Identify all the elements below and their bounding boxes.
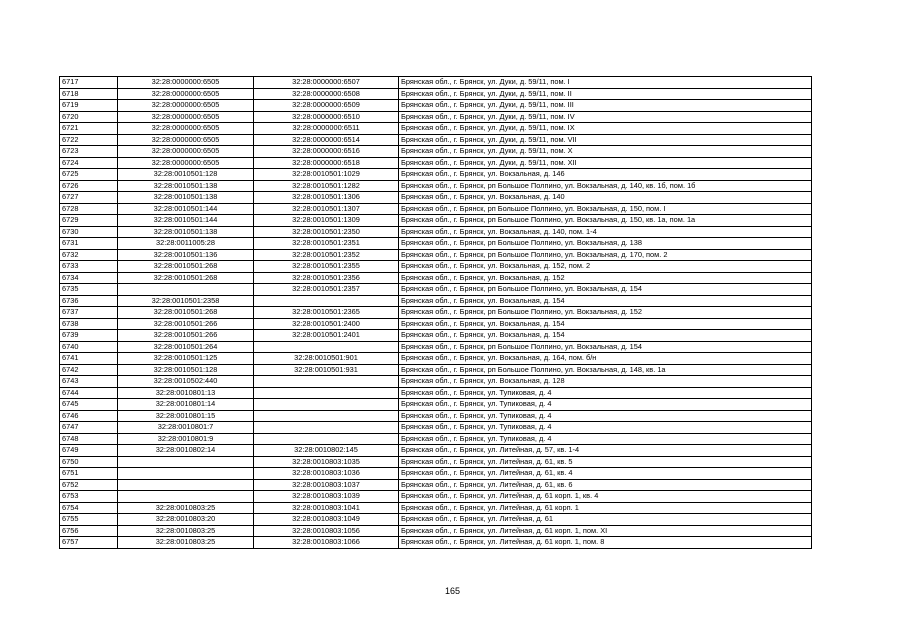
table-row xyxy=(60,180,812,192)
row-number-cell: 6746 xyxy=(60,410,118,422)
address-cell: Брянская обл., г. Брянск, ул. Тупиковая, д. 4 xyxy=(399,399,812,411)
cadastral-number-cell: 32:28:0010501:2357 xyxy=(254,284,399,296)
address-cell: Брянская обл., г. Брянск, ул. Вокзальная, д. 164, пом. б/н xyxy=(399,353,812,365)
table-row xyxy=(60,537,812,549)
parent-cadastral-number-cell: 32:28:0010801:15 xyxy=(118,410,254,422)
row-number-cell: 6735 xyxy=(60,284,118,296)
cadastral-number-cell: 32:28:0010803:1066 xyxy=(254,537,399,549)
row-number-cell: 6742 xyxy=(60,364,118,376)
row-number-cell: 6738 xyxy=(60,318,118,330)
row-number-cell: 6724 xyxy=(60,157,118,169)
cadastral-number-cell xyxy=(254,399,399,411)
address-cell: Брянская обл., г. Брянск, рп Большое Полпино, ул. Вокзальная, д. 138 xyxy=(399,238,812,250)
row-number-cell: 6733 xyxy=(60,261,118,273)
row-number-cell: 6726 xyxy=(60,180,118,192)
address-cell: Брянская обл., г. Брянск, рп Большое Полпино, ул. Вокзальная, д. 140, кв. 1б, пом. 1б xyxy=(399,180,812,192)
table-row xyxy=(60,284,812,296)
row-number-cell: 6740 xyxy=(60,341,118,353)
parent-cadastral-number-cell xyxy=(118,468,254,480)
table-row xyxy=(60,203,812,215)
table-row xyxy=(60,318,812,330)
cadastral-number-cell: 32:28:0010501:1307 xyxy=(254,203,399,215)
row-number-cell: 6753 xyxy=(60,491,118,503)
parent-cadastral-number-cell: 32:28:0010803:25 xyxy=(118,525,254,537)
row-number-cell: 6743 xyxy=(60,376,118,388)
table-row xyxy=(60,307,812,319)
cadastral-number-cell xyxy=(254,376,399,388)
parent-cadastral-number-cell: 32:28:0010501:125 xyxy=(118,353,254,365)
cadastral-number-cell xyxy=(254,341,399,353)
cadastral-number-cell: 32:28:0010501:2401 xyxy=(254,330,399,342)
row-number-cell: 6741 xyxy=(60,353,118,365)
parent-cadastral-number-cell: 32:28:0010501:144 xyxy=(118,203,254,215)
address-cell: Брянская обл., г. Брянск, ул. Тупиковая, д. 4 xyxy=(399,410,812,422)
cadastral-number-cell: 32:28:0010501:2400 xyxy=(254,318,399,330)
parent-cadastral-number-cell xyxy=(118,479,254,491)
address-cell: Брянская обл., г. Брянск, ул. Дуки, д. 59/11, пом. IX xyxy=(399,123,812,135)
table-row xyxy=(60,376,812,388)
cadastral-number-cell xyxy=(254,422,399,434)
row-number-cell: 6721 xyxy=(60,123,118,135)
cadastral-number-cell: 32:28:0010803:1035 xyxy=(254,456,399,468)
address-cell: Брянская обл., г. Брянск, ул. Литейная, д. 61, кв. 5 xyxy=(399,456,812,468)
row-number-cell: 6720 xyxy=(60,111,118,123)
row-number-cell: 6730 xyxy=(60,226,118,238)
page-number: 165 xyxy=(444,586,461,596)
cadastral-number-cell: 32:28:0000000:6518 xyxy=(254,157,399,169)
parent-cadastral-number-cell: 32:28:0010801:14 xyxy=(118,399,254,411)
cadastral-number-cell: 32:28:0000000:6516 xyxy=(254,146,399,158)
cadastral-number-cell: 32:28:0000000:6514 xyxy=(254,134,399,146)
table-row xyxy=(60,433,812,445)
row-number-cell: 6719 xyxy=(60,100,118,112)
row-number-cell: 6723 xyxy=(60,146,118,158)
cadastral-number-cell xyxy=(254,295,399,307)
cadastral-number-cell: 32:28:0010501:2351 xyxy=(254,238,399,250)
cadastral-number-cell: 32:28:0010501:2365 xyxy=(254,307,399,319)
table-row xyxy=(60,88,812,100)
address-cell: Брянская обл., г. Брянск, ул. Вокзальная, д. 140, пом. 1-4 xyxy=(399,226,812,238)
row-number-cell: 6745 xyxy=(60,399,118,411)
address-cell: Брянская обл., г. Брянск, ул. Тупиковая, д. 4 xyxy=(399,387,812,399)
table-row xyxy=(60,479,812,491)
parent-cadastral-number-cell: 32:28:0010501:136 xyxy=(118,249,254,261)
address-cell: Брянская обл., г. Брянск, ул. Дуки, д. 59/11, пом. VII xyxy=(399,134,812,146)
table-row xyxy=(60,261,812,273)
row-number-cell: 6751 xyxy=(60,468,118,480)
address-cell: Брянская обл., г. Брянск, ул. Литейная, д. 61 корп. 1, пом. XI xyxy=(399,525,812,537)
parent-cadastral-number-cell: 32:28:0000000:6505 xyxy=(118,111,254,123)
table-row xyxy=(60,353,812,365)
cadastral-number-cell: 32:28:0010501:1309 xyxy=(254,215,399,227)
parent-cadastral-number-cell: 32:28:0010803:20 xyxy=(118,514,254,526)
parent-cadastral-number-cell: 32:28:0000000:6505 xyxy=(118,134,254,146)
parent-cadastral-number-cell: 32:28:0000000:6505 xyxy=(118,100,254,112)
table-row xyxy=(60,238,812,250)
parent-cadastral-number-cell: 32:28:0010501:138 xyxy=(118,180,254,192)
parent-cadastral-number-cell: 32:28:0010801:9 xyxy=(118,433,254,445)
table-row xyxy=(60,215,812,227)
table-row xyxy=(60,111,812,123)
cadastral-number-cell: 32:28:0010501:901 xyxy=(254,353,399,365)
parent-cadastral-number-cell: 32:28:0010501:128 xyxy=(118,169,254,181)
address-cell: Брянская обл., г. Брянск, ул. Литейная, д. 61 xyxy=(399,514,812,526)
table-row xyxy=(60,226,812,238)
address-cell: Брянская обл., г. Брянск, ул. Вокзальная, д. 154 xyxy=(399,295,812,307)
table-row xyxy=(60,445,812,457)
row-number-cell: 6737 xyxy=(60,307,118,319)
parent-cadastral-number-cell: 32:28:0010501:2358 xyxy=(118,295,254,307)
table-row xyxy=(60,77,812,89)
cadastral-number-cell: 32:28:0000000:6508 xyxy=(254,88,399,100)
parent-cadastral-number-cell: 32:28:0000000:6505 xyxy=(118,77,254,89)
address-cell: Брянская обл., г. Брянск, ул. Литейная, д. 61 корп. 1, кв. 4 xyxy=(399,491,812,503)
table-row xyxy=(60,491,812,503)
cadastral-number-cell: 32:28:0010501:1282 xyxy=(254,180,399,192)
row-number-cell: 6752 xyxy=(60,479,118,491)
table-row xyxy=(60,100,812,112)
cadastral-number-cell xyxy=(254,410,399,422)
parent-cadastral-number-cell: 32:28:0010803:25 xyxy=(118,502,254,514)
table-row xyxy=(60,123,812,135)
parent-cadastral-number-cell: 32:28:0010501:266 xyxy=(118,318,254,330)
address-cell: Брянская обл., г. Брянск, рп Большое Полпино, ул. Вокзальная, д. 150, пом. I xyxy=(399,203,812,215)
table-row xyxy=(60,341,812,353)
row-number-cell: 6749 xyxy=(60,445,118,457)
parent-cadastral-number-cell: 32:28:0010501:268 xyxy=(118,307,254,319)
cadastral-number-cell: 32:28:0010803:1037 xyxy=(254,479,399,491)
parent-cadastral-number-cell: 32:28:0010501:264 xyxy=(118,341,254,353)
address-cell: Брянская обл., г. Брянск, ул. Вокзальная, д. 152 xyxy=(399,272,812,284)
parent-cadastral-number-cell: 32:28:0000000:6505 xyxy=(118,88,254,100)
address-cell: Брянская обл., г. Брянск, ул. Дуки, д. 59/11, пом. X xyxy=(399,146,812,158)
table-row xyxy=(60,502,812,514)
row-number-cell: 6728 xyxy=(60,203,118,215)
address-cell: Брянская обл., г. Брянск, ул. Вокзальная, д. 154 xyxy=(399,330,812,342)
cadastral-number-cell: 32:28:0010501:2355 xyxy=(254,261,399,273)
cadastral-number-cell: 32:28:0000000:6511 xyxy=(254,123,399,135)
table-row xyxy=(60,157,812,169)
cadastral-number-cell: 32:28:0000000:6507 xyxy=(254,77,399,89)
cadastral-number-cell: 32:28:0010802:145 xyxy=(254,445,399,457)
cadastral-number-cell xyxy=(254,433,399,445)
cadastral-number-cell: 32:28:0010803:1039 xyxy=(254,491,399,503)
address-cell: Брянская обл., г. Брянск, ул. Дуки, д. 59/11, пом. II xyxy=(399,88,812,100)
table-body xyxy=(60,77,812,549)
address-cell: Брянская обл., г. Брянск, ул. Литейная, д. 61 корп. 1, пом. 8 xyxy=(399,537,812,549)
address-cell: Брянская обл., г. Брянск, ул. Вокзальная, д. 152, пом. 2 xyxy=(399,261,812,273)
parent-cadastral-number-cell: 32:28:0010501:266 xyxy=(118,330,254,342)
row-number-cell: 6736 xyxy=(60,295,118,307)
address-cell: Брянская обл., г. Брянск, ул. Дуки, д. 59/11, пом. III xyxy=(399,100,812,112)
cadastral-number-cell xyxy=(254,387,399,399)
address-cell: Брянская обл., г. Брянск, рп Большое Полпино, ул. Вокзальная, д. 154 xyxy=(399,284,812,296)
parent-cadastral-number-cell xyxy=(118,491,254,503)
row-number-cell: 6718 xyxy=(60,88,118,100)
table-row xyxy=(60,514,812,526)
table-row xyxy=(60,456,812,468)
parent-cadastral-number-cell: 32:28:0010803:25 xyxy=(118,537,254,549)
row-number-cell: 6731 xyxy=(60,238,118,250)
cadastral-number-cell: 32:28:0010803:1056 xyxy=(254,525,399,537)
parent-cadastral-number-cell: 32:28:0010502:440 xyxy=(118,376,254,388)
row-number-cell: 6717 xyxy=(60,77,118,89)
parent-cadastral-number-cell: 32:28:0010501:268 xyxy=(118,272,254,284)
cadastral-number-cell: 32:28:0010501:1306 xyxy=(254,192,399,204)
address-cell: Брянская обл., г. Брянск, ул. Дуки, д. 59/11, пом. IV xyxy=(399,111,812,123)
table-row xyxy=(60,399,812,411)
parent-cadastral-number-cell xyxy=(118,284,254,296)
parent-cadastral-number-cell: 32:28:0010501:138 xyxy=(118,192,254,204)
cadastral-number-cell: 32:28:0000000:6509 xyxy=(254,100,399,112)
parent-cadastral-number-cell: 32:28:0000000:6505 xyxy=(118,146,254,158)
address-cell: Брянская обл., г. Брянск, ул. Литейная, д. 61, кв. 6 xyxy=(399,479,812,491)
row-number-cell: 6744 xyxy=(60,387,118,399)
cadastral-number-cell: 32:28:0010501:1029 xyxy=(254,169,399,181)
parent-cadastral-number-cell: 32:28:0011005:28 xyxy=(118,238,254,250)
address-cell: Брянская обл., г. Брянск, ул. Вокзальная, д. 128 xyxy=(399,376,812,388)
row-number-cell: 6725 xyxy=(60,169,118,181)
parent-cadastral-number-cell: 32:28:0010801:7 xyxy=(118,422,254,434)
cadastral-number-cell: 32:28:0010501:931 xyxy=(254,364,399,376)
row-number-cell: 6729 xyxy=(60,215,118,227)
parent-cadastral-number-cell: 32:28:0010802:14 xyxy=(118,445,254,457)
address-cell: Брянская обл., г. Брянск, рп Большое Полпино, ул. Вокзальная, д. 152 xyxy=(399,307,812,319)
address-cell: Брянская обл., г. Брянск, ул. Тупиковая, д. 4 xyxy=(399,433,812,445)
table-row xyxy=(60,387,812,399)
row-number-cell: 6747 xyxy=(60,422,118,434)
parent-cadastral-number-cell: 32:28:0000000:6505 xyxy=(118,157,254,169)
row-number-cell: 6754 xyxy=(60,502,118,514)
table-row xyxy=(60,422,812,434)
address-cell: Брянская обл., г. Брянск, ул. Вокзальная, д. 146 xyxy=(399,169,812,181)
table-row xyxy=(60,468,812,480)
row-number-cell: 6739 xyxy=(60,330,118,342)
cadastral-number-cell: 32:28:0010501:2356 xyxy=(254,272,399,284)
address-cell: Брянская обл., г. Брянск, рп Большое Полпино, ул. Вокзальная, д. 148, кв. 1а xyxy=(399,364,812,376)
property-table xyxy=(59,76,812,549)
row-number-cell: 6722 xyxy=(60,134,118,146)
table-row xyxy=(60,169,812,181)
table-row xyxy=(60,249,812,261)
cadastral-number-cell: 32:28:0010803:1049 xyxy=(254,514,399,526)
table-row xyxy=(60,330,812,342)
parent-cadastral-number-cell: 32:28:0010501:138 xyxy=(118,226,254,238)
address-cell: Брянская обл., г. Брянск, ул. Дуки, д. 59/11, пом. I xyxy=(399,77,812,89)
address-cell: Брянская обл., г. Брянск, рп Большое Полпино, ул. Вокзальная, д. 154 xyxy=(399,341,812,353)
address-cell: Брянская обл., г. Брянск, ул. Дуки, д. 59/11, пом. XII xyxy=(399,157,812,169)
address-cell: Брянская обл., г. Брянск, ул. Вокзальная, д. 154 xyxy=(399,318,812,330)
row-number-cell: 6750 xyxy=(60,456,118,468)
row-number-cell: 6756 xyxy=(60,525,118,537)
cadastral-number-cell: 32:28:0010501:2350 xyxy=(254,226,399,238)
row-number-cell: 6727 xyxy=(60,192,118,204)
cadastral-number-cell: 32:28:0010803:1041 xyxy=(254,502,399,514)
cadastral-number-cell: 32:28:0000000:6510 xyxy=(254,111,399,123)
row-number-cell: 6757 xyxy=(60,537,118,549)
table-row xyxy=(60,295,812,307)
address-cell: Брянская обл., г. Брянск, рп Большое Полпино, ул. Вокзальная, д. 170, пом. 2 xyxy=(399,249,812,261)
parent-cadastral-number-cell: 32:28:0010501:268 xyxy=(118,261,254,273)
address-cell: Брянская обл., г. Брянск, ул. Тупиковая, д. 4 xyxy=(399,422,812,434)
table-row xyxy=(60,146,812,158)
address-cell: Брянская обл., г. Брянск, ул. Литейная, д. 57, кв. 1-4 xyxy=(399,445,812,457)
row-number-cell: 6748 xyxy=(60,433,118,445)
table-row xyxy=(60,272,812,284)
parent-cadastral-number-cell: 32:28:0010501:144 xyxy=(118,215,254,227)
table-row xyxy=(60,364,812,376)
parent-cadastral-number-cell: 32:28:0010501:128 xyxy=(118,364,254,376)
address-cell: Брянская обл., г. Брянск, ул. Вокзальная, д. 140 xyxy=(399,192,812,204)
parent-cadastral-number-cell: 32:28:0010801:13 xyxy=(118,387,254,399)
address-cell: Брянская обл., г. Брянск, ул. Литейная, д. 61 корп. 1 xyxy=(399,502,812,514)
row-number-cell: 6732 xyxy=(60,249,118,261)
address-cell: Брянская обл., г. Брянск, рп Большое Полпино, ул. Вокзальная, д. 150, кв. 1а, пом. 1а xyxy=(399,215,812,227)
address-cell: Брянская обл., г. Брянск, ул. Литейная, д. 61, кв. 4 xyxy=(399,468,812,480)
cadastral-number-cell: 32:28:0010501:2352 xyxy=(254,249,399,261)
parent-cadastral-number-cell xyxy=(118,456,254,468)
table-row xyxy=(60,525,812,537)
row-number-cell: 6755 xyxy=(60,514,118,526)
row-number-cell: 6734 xyxy=(60,272,118,284)
parent-cadastral-number-cell: 32:28:0000000:6505 xyxy=(118,123,254,135)
table-row xyxy=(60,134,812,146)
cadastral-number-cell: 32:28:0010803:1036 xyxy=(254,468,399,480)
table-row xyxy=(60,410,812,422)
table-row xyxy=(60,192,812,204)
